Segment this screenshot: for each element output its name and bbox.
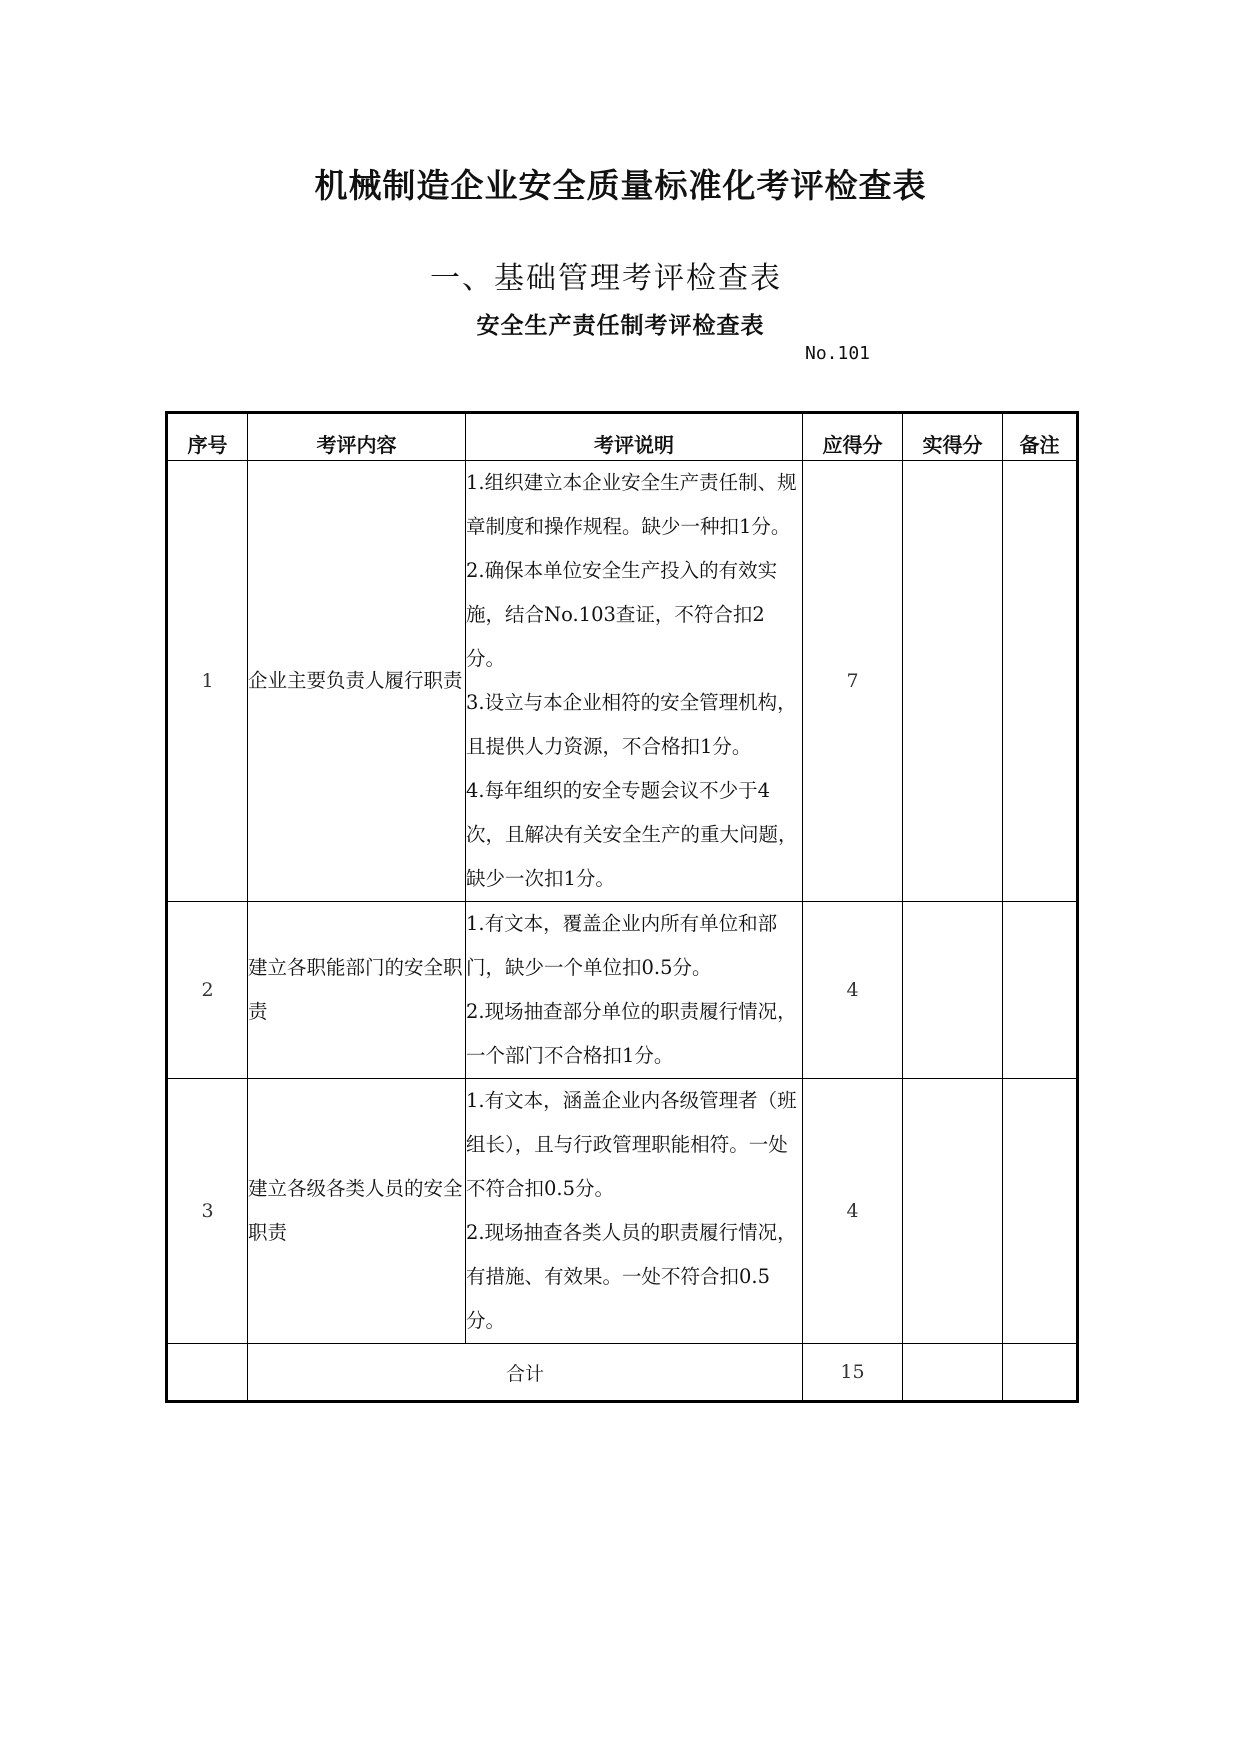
row-actual-score [903, 1079, 1003, 1344]
header-seq: 序号 [167, 413, 248, 461]
table-row [167, 902, 1078, 1079]
row-max-score: 7 [803, 461, 903, 902]
description-item: 1.有文本，覆盖企业内所有单位和部门，缺少一个单位扣0.5分。 [466, 912, 778, 979]
description-item: 2.确保本单位安全生产投入的有效实施，结合No.103查证，不符合扣2分。 [466, 559, 778, 670]
row-description [466, 902, 803, 1079]
row-content: 建立各级各类人员的安全职责 [248, 1079, 466, 1344]
row-remark [1003, 1079, 1078, 1344]
row-seq: 2 [167, 902, 248, 1079]
total-score: 15 [803, 1344, 903, 1402]
table-row [167, 1079, 1078, 1344]
check-table [165, 411, 1079, 1403]
description-item: 2.现场抽查各类人员的职责履行情况，有措施、有效果。一处不符合扣0.5分。 [466, 1221, 797, 1332]
header-description: 考评说明 [466, 413, 803, 461]
section-title: 一、基础管理考评检查表 [430, 261, 782, 296]
row-description [466, 461, 803, 902]
table-row [167, 461, 1078, 902]
row-max-score: 4 [803, 902, 903, 1079]
total-remark-cell [1003, 1344, 1078, 1402]
row-description [466, 1079, 803, 1344]
total-row [167, 1344, 1078, 1402]
header-remark: 备注 [1003, 413, 1078, 461]
row-content: 企业主要负责人履行职责 [248, 461, 466, 902]
table-header-row [167, 413, 1078, 461]
row-actual-score [903, 902, 1003, 1079]
header-max-score: 应得分 [803, 413, 903, 461]
description-item: 1.组织建立本企业安全生产责任制、规章制度和操作规程。缺少一种扣1分。 [466, 471, 797, 538]
header-actual-score: 实得分 [903, 413, 1003, 461]
row-max-score: 4 [803, 1079, 903, 1344]
total-actual-cell [903, 1344, 1003, 1402]
row-seq: 3 [167, 1079, 248, 1344]
main-title: 机械制造企业安全质量标准化考评检查表 [314, 166, 927, 205]
row-content: 建立各职能部门的安全职责 [248, 902, 466, 1079]
total-empty-cell [167, 1344, 248, 1402]
row-seq: 1 [167, 461, 248, 902]
description-item: 2.现场抽查部分单位的职责履行情况，一个部门不合格扣1分。 [466, 1000, 797, 1067]
document-number: No.101 [805, 343, 871, 364]
description-item: 3.设立与本企业相符的安全管理机构，且提供人力资源，不合格扣1分。 [466, 691, 797, 758]
sub-title: 安全生产责任制考评检查表 [476, 312, 765, 339]
row-remark [1003, 902, 1078, 1079]
header-content: 考评内容 [248, 413, 466, 461]
description-item: 1.有文本，涵盖企业内各级管理者（班组长），且与行政管理职能相符。一处不符合扣0.5分。 [466, 1089, 797, 1200]
description-item: 4.每年组织的安全专题会议不少于4次，且解决有关安全生产的重大问题，缺少一次扣1分。 [466, 779, 798, 890]
row-actual-score [903, 461, 1003, 902]
row-remark [1003, 461, 1078, 902]
total-label: 合计 [248, 1344, 803, 1402]
